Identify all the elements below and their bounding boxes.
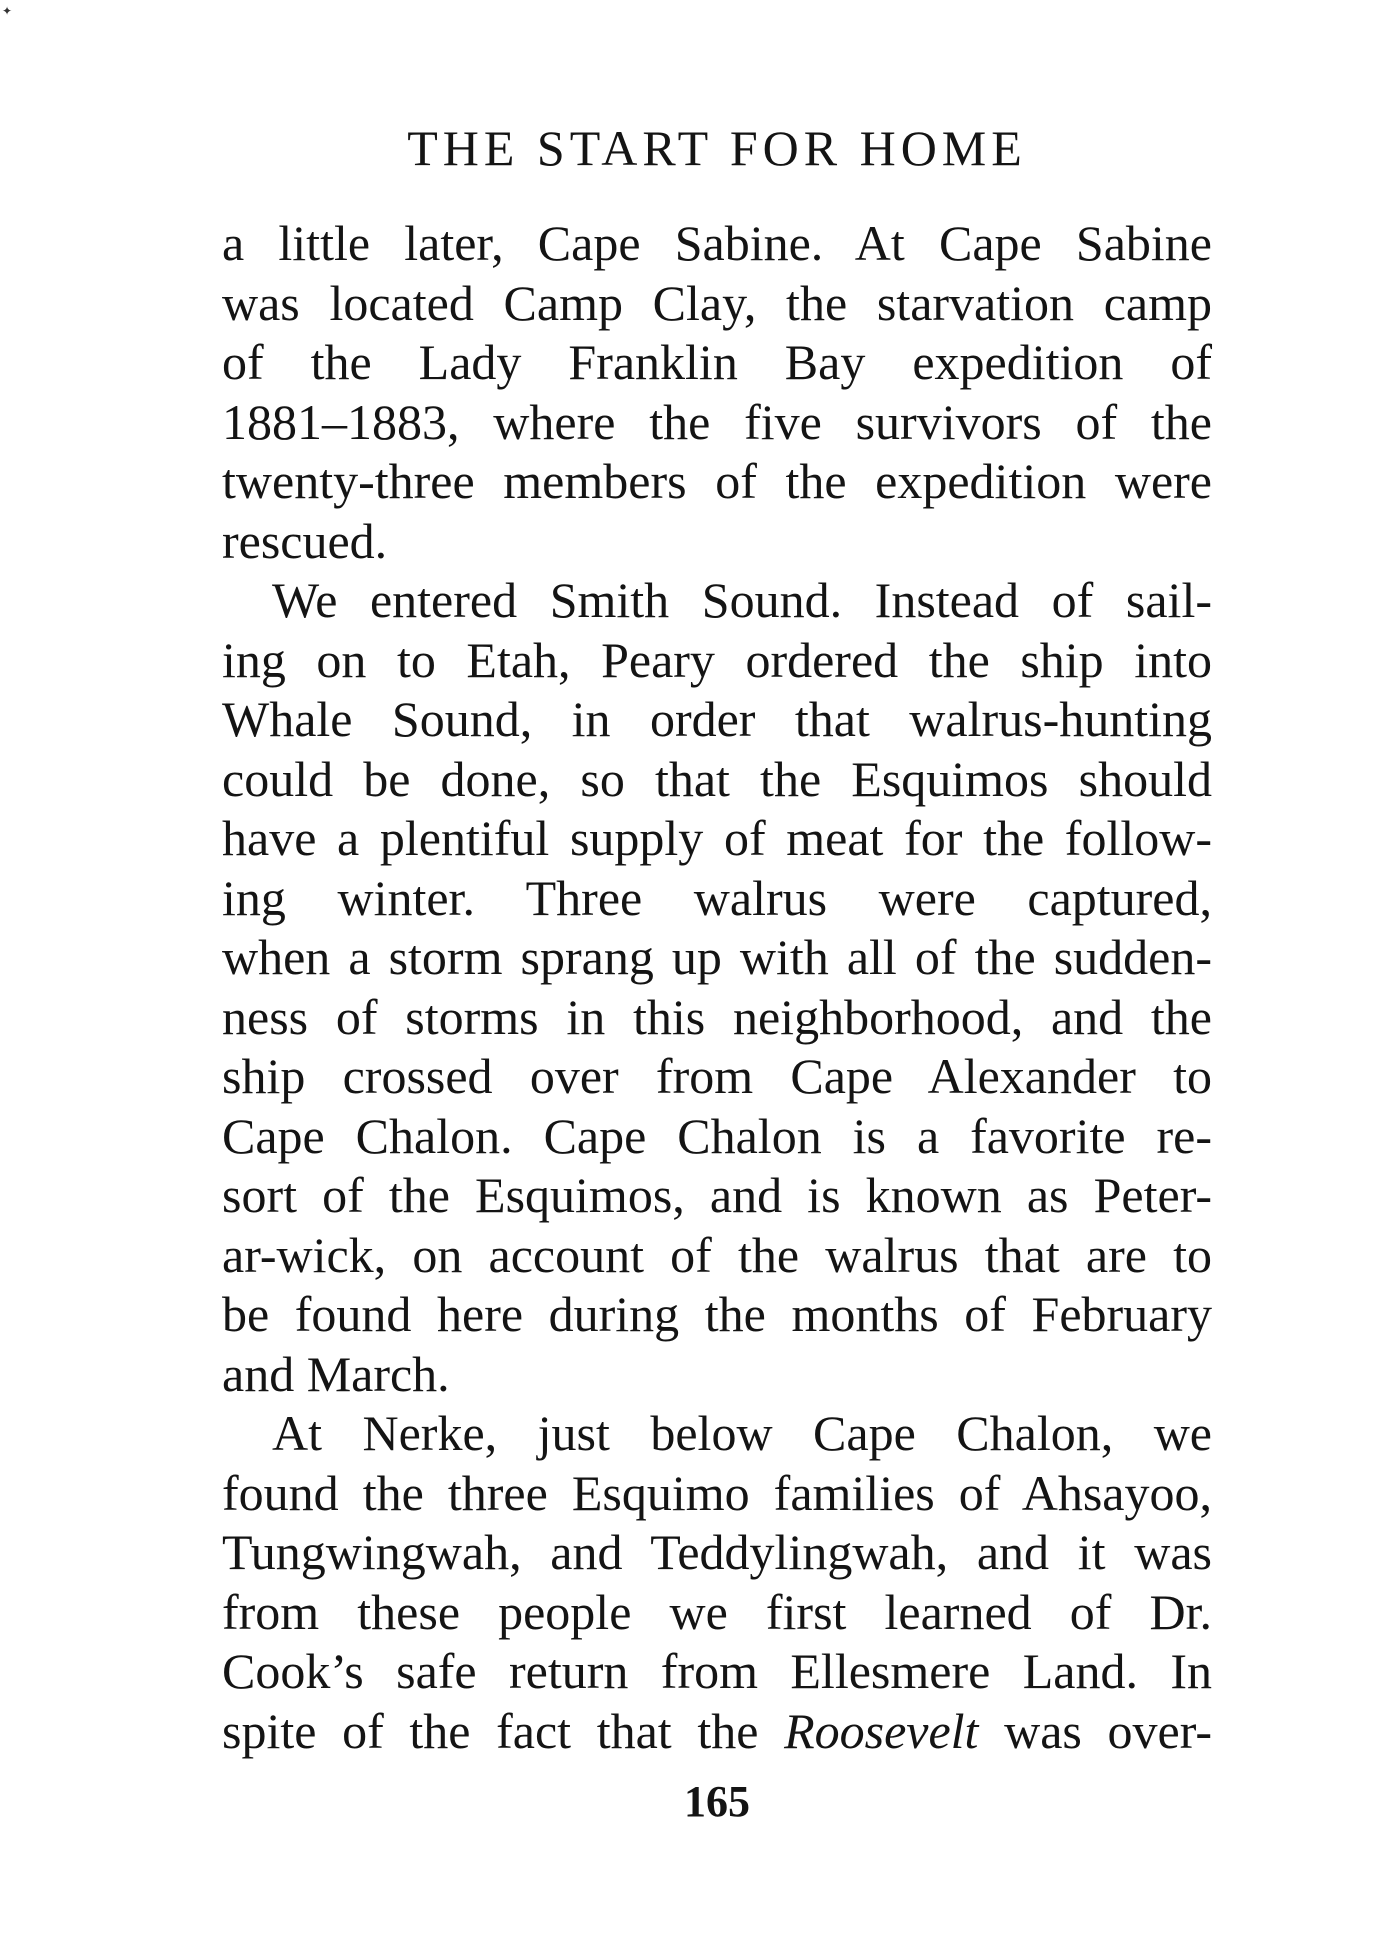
- text-segment: 1881–1883, where the five survivors of the: [222, 393, 1212, 450]
- text-line: [222, 988, 1212, 1048]
- text-segment: twenty-three members of the expedition were: [222, 453, 1212, 509]
- text-segment: Cook’s safe return from Ellesmere Land. In: [222, 1643, 1212, 1699]
- text-segment: Whale Sound, in order that walrus-hunting: [222, 691, 1212, 747]
- text-line: [222, 452, 1212, 512]
- text-line: [222, 214, 1212, 274]
- text-segment: ness of storms in this neighborhood, and the: [222, 988, 1212, 1045]
- scan-speck: ✦: [2, 4, 13, 18]
- text-segment: and March.: [222, 1345, 450, 1402]
- text-segment: Cape Chalon. Cape Chalon is a favorite re-: [222, 1107, 1212, 1164]
- text-segment: At Nerke, just below Cape Chalon, we: [272, 1405, 1212, 1461]
- text-segment: ing on to Etah, Peary ordered the ship into: [222, 631, 1212, 688]
- text-line: [222, 333, 1212, 393]
- text-line: [222, 1166, 1212, 1226]
- text-line: [222, 1107, 1212, 1167]
- text-segment: ar-wick, on account of the walrus that are to: [222, 1226, 1212, 1283]
- body-text: [222, 214, 1212, 1761]
- text-line: [222, 1464, 1212, 1524]
- text-line: [222, 1642, 1212, 1702]
- text-line: [222, 631, 1212, 691]
- text-line: [222, 1583, 1212, 1643]
- text-line: [222, 393, 1212, 453]
- text-line: [222, 1345, 1212, 1405]
- text-segment: spite of the fact that the: [222, 1702, 785, 1759]
- text-segment: of the Lady Franklin Bay expedition of: [222, 334, 1212, 390]
- text-segment: ing winter. Three walrus were captured,: [222, 869, 1212, 926]
- text-line: [222, 512, 1212, 572]
- text-line: [222, 274, 1212, 334]
- text-line: [222, 1226, 1212, 1286]
- text-segment: was located Camp Clay, the starvation camp: [222, 274, 1212, 331]
- text-line: [222, 571, 1212, 631]
- text-line: [222, 809, 1212, 869]
- text-line: [222, 690, 1212, 750]
- text-segment: Tungwingwah, and Teddylingwah, and it was: [222, 1524, 1212, 1580]
- page-number: 165: [684, 1777, 750, 1826]
- text-line: [222, 1404, 1212, 1464]
- text-segment: from these people we first learned of Dr.: [222, 1583, 1212, 1640]
- text-line: [222, 928, 1212, 988]
- text-segment: could be done, so that the Esquimos should: [222, 750, 1212, 807]
- text-line: [222, 750, 1212, 810]
- italic-ship-name: Roosevelt: [784, 1702, 979, 1759]
- text-line: [222, 1523, 1212, 1583]
- text-segment: rescued.: [222, 512, 388, 569]
- text-segment: be found here during the months of February: [222, 1286, 1212, 1342]
- text-segment: was over-: [978, 1702, 1212, 1759]
- text-segment: found the three Esquimo families of Ahsayoo,: [222, 1464, 1212, 1521]
- text-segment: ship crossed over from Cape Alexander to: [222, 1048, 1212, 1104]
- text-segment: We entered Smith Sound. Instead of sail-: [272, 572, 1212, 628]
- text-line: [222, 1702, 1212, 1762]
- text-segment: sort of the Esquimos, and is known as Peter-: [222, 1167, 1212, 1223]
- running-head: THE START FOR HOME: [407, 120, 1027, 176]
- text-segment: a little later, Cape Sabine. At Cape Sabine: [222, 215, 1212, 271]
- text-segment: have a plentiful supply of meat for the follow-: [222, 810, 1212, 866]
- text-line: [222, 1285, 1212, 1345]
- text-line: [222, 869, 1212, 929]
- text-line: [222, 1047, 1212, 1107]
- text-segment: when a storm sprang up with all of the sudden-: [222, 929, 1212, 985]
